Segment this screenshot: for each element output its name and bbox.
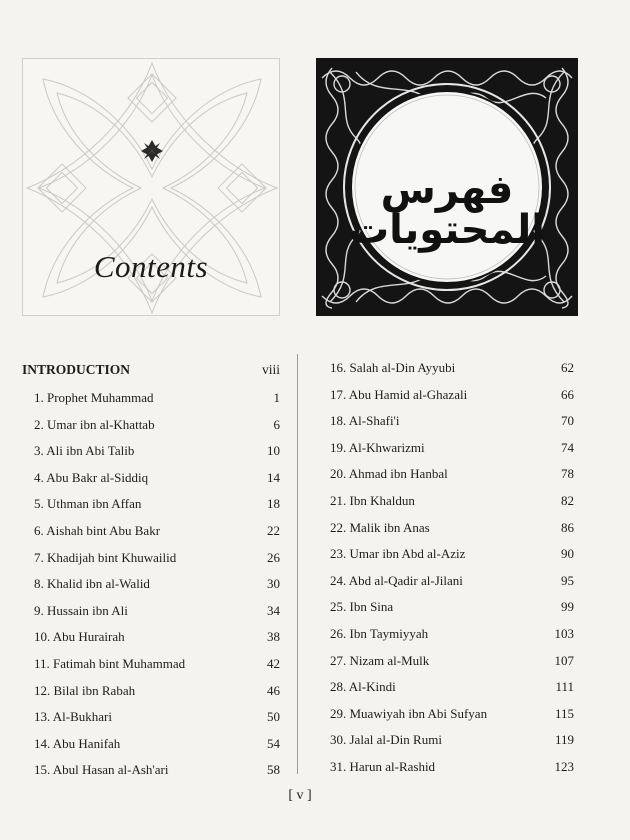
toc-entry-page: 38 <box>267 629 280 645</box>
toc-entry-page: 74 <box>561 439 574 455</box>
toc-entry[interactable] <box>330 648 574 675</box>
arabic-contents-calligraphy: فهرس المحتويات <box>348 167 545 253</box>
toc-entry-title: 8. Khalid ibn al-Walid <box>34 576 150 592</box>
toc-entry-page: 26 <box>267 549 280 565</box>
toc-entry[interactable] <box>22 598 280 625</box>
toc-entry-page: 95 <box>561 572 574 588</box>
toc-entry[interactable] <box>330 541 574 568</box>
toc-entry-title: 9. Hussain ibn Ali <box>34 602 128 618</box>
toc-entry[interactable] <box>22 731 280 758</box>
toc-entry[interactable] <box>22 545 280 572</box>
toc-entry-title: INTRODUCTION <box>22 362 131 377</box>
toc-entry-page: 90 <box>561 546 574 562</box>
toc-entry-title: 1. Prophet Muhammad <box>34 390 154 405</box>
toc-entry[interactable] <box>22 624 280 651</box>
toc-entry[interactable] <box>22 678 280 705</box>
toc-entry-page: 34 <box>267 602 280 618</box>
toc-entry-page: 42 <box>267 655 280 671</box>
toc-entry[interactable] <box>330 568 574 595</box>
toc-entry-page: 111 <box>555 679 574 695</box>
toc-entry-title: 6. Aishah bint Abu Bakr <box>34 522 161 538</box>
toc-entry-page: 99 <box>561 599 574 615</box>
toc-entry[interactable] <box>22 491 280 518</box>
toc-column-left <box>22 355 280 784</box>
toc-entry-title: 17. Abu Hamid al-Ghazali <box>330 386 468 402</box>
toc-entry-page: 66 <box>561 386 574 402</box>
toc-entry-title: 14. Abu Hanifah <box>34 735 121 751</box>
toc-entry-title: 12. Bilal ibn Rabah <box>34 682 136 698</box>
toc-entry[interactable] <box>330 701 574 728</box>
toc-entry[interactable] <box>22 571 280 598</box>
toc-entry[interactable] <box>330 408 574 435</box>
toc-entry-title: 16. Salah al-Din Ayyubi <box>330 360 456 375</box>
toc-entry-page: 62 <box>561 360 574 375</box>
toc-entry[interactable] <box>22 465 280 492</box>
toc-entry-page: 14 <box>267 469 280 485</box>
toc-entry[interactable] <box>330 461 574 488</box>
toc-entry-page: 123 <box>554 758 574 774</box>
toc-entry-page: 58 <box>267 762 280 778</box>
toc-entry-page: 70 <box>561 413 574 429</box>
toc-entry-title: 10. Abu Hurairah <box>34 629 125 645</box>
toc-entry-page: 115 <box>554 705 574 721</box>
toc-entry-title: 27. Nizam al-Mulk <box>330 652 430 668</box>
toc-column-right <box>330 355 574 781</box>
toc-entry[interactable] <box>330 488 574 515</box>
toc-entry-page: 82 <box>561 492 574 508</box>
toc-entry[interactable] <box>330 382 574 409</box>
toc-entry-title: 11. Fatimah bint Muhammad <box>34 655 186 671</box>
toc-entry[interactable] <box>22 518 280 545</box>
arabic-calligraphy-panel <box>316 58 578 316</box>
toc-entry-introduction[interactable] <box>22 355 280 385</box>
toc-entry[interactable] <box>330 621 574 648</box>
toc-entry-page: 119 <box>554 732 574 748</box>
toc-entry[interactable] <box>22 757 280 784</box>
toc-entry-title: 31. Harun al-Rashid <box>330 758 436 774</box>
toc-entry-page: 1 <box>273 390 280 405</box>
toc-entry[interactable] <box>22 651 280 678</box>
toc-entry-title: 30. Jalal al-Din Rumi <box>330 732 442 748</box>
toc-entry-page: 107 <box>554 652 574 668</box>
toc-entry-title: 29. Muawiyah ibn Abi Sufyan <box>330 705 488 721</box>
toc-entry-page: 30 <box>267 576 280 592</box>
page-number: [ v ] <box>288 788 312 803</box>
toc-entry-page: 54 <box>267 735 280 751</box>
toc-entry[interactable] <box>22 704 280 731</box>
toc-entry-title: 23. Umar ibn Abd al-Aziz <box>330 546 466 562</box>
toc-entry-title: 18. Al-Shafi'i <box>330 413 400 429</box>
toc-entry-page: 86 <box>561 519 574 535</box>
toc-entry-title: 13. Al-Bukhari <box>34 709 112 725</box>
toc-entry-page: 18 <box>267 496 280 512</box>
toc-entry-title: 15. Abul Hasan al-Ash'ari <box>34 762 169 778</box>
toc-entry-title: 22. Malik ibn Anas <box>330 519 430 535</box>
toc-entry-page: viii <box>261 362 280 377</box>
contents-heading: Contents <box>93 249 209 284</box>
toc-entry-page: 50 <box>267 709 280 725</box>
toc-entry[interactable] <box>22 412 280 439</box>
toc-entry[interactable] <box>330 594 574 621</box>
toc-entry-page: 78 <box>561 466 574 482</box>
toc-entry[interactable] <box>22 438 280 465</box>
toc-entry-title: 21. Ibn Khaldun <box>330 492 415 508</box>
toc-entry-title: 5. Uthman ibn Affan <box>34 496 142 512</box>
toc-entry-title: 26. Ibn Taymiyyah <box>330 625 429 641</box>
toc-entry-title: 20. Ahmad ibn Hanbal <box>330 466 448 482</box>
toc-entry-title: 28. Al-Kindi <box>330 679 396 695</box>
contents-title-panel <box>22 58 280 316</box>
toc-entry-page: 6 <box>273 416 280 432</box>
toc-entry[interactable] <box>330 754 574 781</box>
toc-entry-title: 19. Al-Khwarizmi <box>330 439 425 455</box>
toc-entry[interactable] <box>330 515 574 542</box>
toc-entry-title: 3. Ali ibn Abi Talib <box>34 443 135 459</box>
toc-entry[interactable] <box>330 674 574 701</box>
toc-entry-title: 25. Ibn Sina <box>330 599 394 615</box>
toc-entry-page: 10 <box>267 443 280 459</box>
toc-entry[interactable] <box>330 727 574 754</box>
toc-entry-title: 7. Khadijah bint Khuwailid <box>34 549 177 565</box>
toc-entry-title: 24. Abd al-Qadir al-Jilani <box>330 572 463 588</box>
toc-entry[interactable] <box>22 385 280 412</box>
toc-entry[interactable] <box>330 355 574 382</box>
toc-entry-title: 2. Umar ibn al-Khattab <box>34 416 155 432</box>
column-divider <box>297 354 298 774</box>
toc-entry[interactable] <box>330 435 574 462</box>
toc-entry-page: 103 <box>554 625 574 641</box>
toc-entry-title: 4. Abu Bakr al-Siddiq <box>34 469 149 485</box>
toc-entry-page: 46 <box>267 682 280 698</box>
toc-entry-page: 22 <box>267 522 280 538</box>
